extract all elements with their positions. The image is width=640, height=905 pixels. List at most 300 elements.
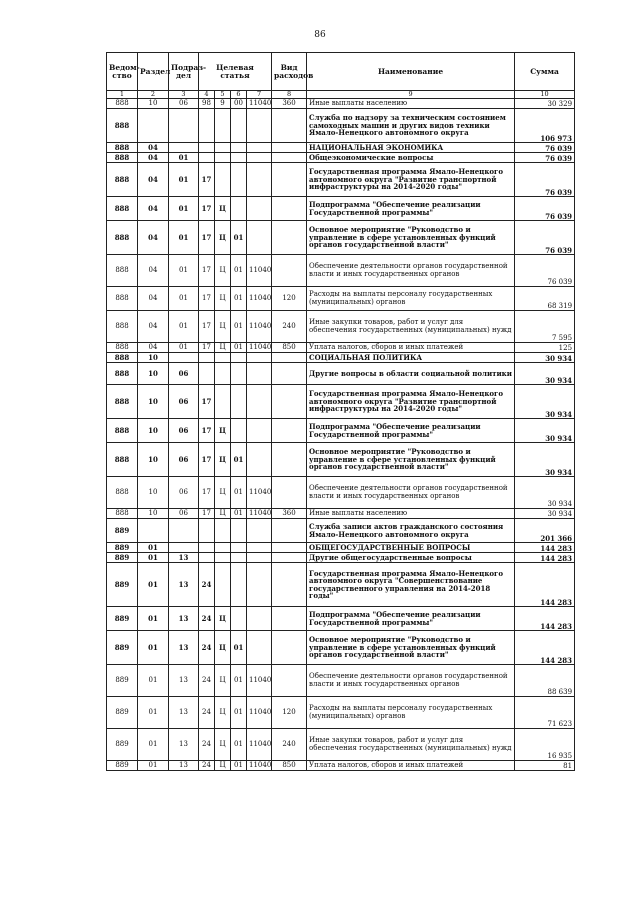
cell-podrazdel: 06: [169, 443, 199, 477]
table-row: [107, 563, 575, 607]
cell-celevaya-3: 01: [231, 287, 247, 311]
cell-razdel: 01: [138, 543, 169, 553]
table-row: [107, 363, 575, 385]
cell-celevaya-1: [199, 543, 215, 553]
cell-naimenovanie: Государственная программа Ямало-Ненецкого автономного округа "Совершенствование государственного управления на 2014-2018 годы": [307, 563, 515, 607]
cell-celevaya-4: [247, 363, 272, 385]
table-row: [107, 477, 575, 509]
cell-podrazdel: 13: [169, 553, 199, 563]
table-row: [107, 109, 575, 143]
cell-podrazdel: [169, 543, 199, 553]
cell-celevaya-4: 11040: [247, 343, 272, 353]
cell-podrazdel: 13: [169, 665, 199, 697]
cell-vedomstvo: 889: [107, 607, 138, 631]
table-row: [107, 221, 575, 255]
header-celevaya-statya: Целевая статья: [199, 53, 272, 91]
cell-celevaya-3: [231, 163, 247, 197]
cell-razdel: 04: [138, 311, 169, 343]
cell-vid-rashodov: [272, 143, 307, 153]
cell-vedomstvo: 889: [107, 543, 138, 553]
cell-razdel: 10: [138, 477, 169, 509]
cell-vid-rashodov: 240: [272, 729, 307, 761]
cell-summa: 7 595: [515, 311, 575, 343]
table-row: [107, 631, 575, 665]
table-row: [107, 343, 575, 353]
cell-celevaya-1: 24: [199, 607, 215, 631]
cell-podrazdel: 01: [169, 255, 199, 287]
cell-podrazdel: [169, 519, 199, 543]
cell-vid-rashodov: [272, 553, 307, 563]
cell-celevaya-1: [199, 353, 215, 363]
col-number: 1: [107, 91, 138, 99]
cell-vedomstvo: 888: [107, 163, 138, 197]
cell-vedomstvo: 888: [107, 99, 138, 109]
col-number: 8: [272, 91, 307, 99]
cell-celevaya-4: [247, 197, 272, 221]
cell-celevaya-2: Ц: [215, 607, 231, 631]
cell-vid-rashodov: [272, 543, 307, 553]
cell-celevaya-2: [215, 563, 231, 607]
cell-summa: 81: [515, 761, 575, 771]
cell-celevaya-3: 01: [231, 443, 247, 477]
cell-celevaya-4: 11040: [247, 761, 272, 771]
cell-vid-rashodov: [272, 607, 307, 631]
cell-naimenovanie: Уплата налогов, сборов и иных платежей: [307, 343, 515, 353]
cell-celevaya-3: 01: [231, 477, 247, 509]
cell-celevaya-2: [215, 353, 231, 363]
cell-podrazdel: 06: [169, 509, 199, 519]
cell-celevaya-3: [231, 563, 247, 607]
header-podrazdel: Подраз-дел: [169, 53, 199, 91]
cell-podrazdel: 01: [169, 163, 199, 197]
cell-celevaya-3: 01: [231, 665, 247, 697]
cell-celevaya-4: 11040: [247, 665, 272, 697]
cell-celevaya-3: 01: [231, 221, 247, 255]
cell-podrazdel: 13: [169, 729, 199, 761]
cell-summa: 76 039: [515, 221, 575, 255]
cell-vedomstvo: 888: [107, 287, 138, 311]
header-naimenovanie: Наименование: [307, 53, 515, 91]
cell-summa: 144 283: [515, 543, 575, 553]
cell-naimenovanie: Подпрограмма "Обеспечение реализации Государственной программы": [307, 607, 515, 631]
cell-celevaya-1: 17: [199, 477, 215, 509]
cell-celevaya-3: 01: [231, 255, 247, 287]
cell-celevaya-3: [231, 419, 247, 443]
header-summa: Сумма: [515, 53, 575, 91]
cell-celevaya-2: Ц: [215, 631, 231, 665]
cell-celevaya-1: 17: [199, 311, 215, 343]
cell-celevaya-2: 9: [215, 99, 231, 109]
cell-vid-rashodov: 360: [272, 99, 307, 109]
table-row: [107, 665, 575, 697]
cell-celevaya-2: Ц: [215, 287, 231, 311]
cell-naimenovanie: НАЦИОНАЛЬНАЯ ЭКОНОМИКА: [307, 143, 515, 153]
cell-naimenovanie: Обеспечение деятельности органов государственной власти и иных государственных органов: [307, 665, 515, 697]
cell-razdel: 04: [138, 163, 169, 197]
cell-summa: 30 329: [515, 99, 575, 109]
cell-summa: 144 283: [515, 631, 575, 665]
cell-vedomstvo: 888: [107, 143, 138, 153]
cell-summa: 30 934: [515, 385, 575, 419]
cell-summa: 76 039: [515, 255, 575, 287]
cell-vedomstvo: 888: [107, 311, 138, 343]
header-vedomstvo: Ведом-ство: [107, 53, 138, 91]
cell-razdel: 01: [138, 729, 169, 761]
cell-naimenovanie: Другие общегосударственные вопросы: [307, 553, 515, 563]
cell-vedomstvo: 888: [107, 221, 138, 255]
col-number: 5: [215, 91, 231, 99]
cell-razdel: 10: [138, 443, 169, 477]
cell-razdel: 10: [138, 99, 169, 109]
cell-vid-rashodov: 120: [272, 287, 307, 311]
cell-podrazdel: [169, 353, 199, 363]
cell-celevaya-2: [215, 143, 231, 153]
cell-naimenovanie: ОБЩЕГОСУДАРСТВЕННЫЕ ВОПРОСЫ: [307, 543, 515, 553]
cell-vedomstvo: 888: [107, 509, 138, 519]
cell-celevaya-3: [231, 543, 247, 553]
cell-naimenovanie: Иные выплаты населению: [307, 509, 515, 519]
cell-vid-rashodov: 360: [272, 509, 307, 519]
cell-summa: 144 283: [515, 607, 575, 631]
cell-razdel: 10: [138, 419, 169, 443]
cell-celevaya-2: Ц: [215, 221, 231, 255]
cell-celevaya-1: 17: [199, 343, 215, 353]
cell-podrazdel: 01: [169, 311, 199, 343]
col-number: 10: [515, 91, 575, 99]
col-number: 4: [199, 91, 215, 99]
cell-celevaya-4: 11040: [247, 99, 272, 109]
cell-vid-rashodov: [272, 631, 307, 665]
table-row: [107, 729, 575, 761]
cell-podrazdel: 01: [169, 153, 199, 163]
cell-naimenovanie: Иные выплаты населению: [307, 99, 515, 109]
cell-vid-rashodov: [272, 163, 307, 197]
cell-naimenovanie: Расходы на выплаты персоналу государственных (муниципальных) органов: [307, 287, 515, 311]
cell-razdel: 01: [138, 553, 169, 563]
cell-summa: 201 366: [515, 519, 575, 543]
cell-celevaya-3: [231, 519, 247, 543]
cell-celevaya-4: 11040: [247, 477, 272, 509]
cell-naimenovanie: Другие вопросы в области социальной политики: [307, 363, 515, 385]
cell-razdel: 04: [138, 143, 169, 153]
cell-celevaya-3: 01: [231, 311, 247, 343]
cell-celevaya-1: 17: [199, 509, 215, 519]
cell-vedomstvo: 888: [107, 353, 138, 363]
cell-celevaya-3: 01: [231, 343, 247, 353]
cell-celevaya-3: [231, 109, 247, 143]
cell-celevaya-4: 11040: [247, 287, 272, 311]
cell-podrazdel: 01: [169, 221, 199, 255]
col-number: 3: [169, 91, 199, 99]
cell-celevaya-2: Ц: [215, 697, 231, 729]
cell-razdel: 04: [138, 153, 169, 163]
cell-celevaya-1: 24: [199, 761, 215, 771]
cell-vid-rashodov: 120: [272, 697, 307, 729]
table-row: [107, 697, 575, 729]
table-row: [107, 543, 575, 553]
cell-summa: 30 934: [515, 443, 575, 477]
cell-vid-rashodov: [272, 385, 307, 419]
cell-naimenovanie: Подпрограмма "Обеспечение реализации Государственной программы": [307, 419, 515, 443]
cell-naimenovanie: Обеспечение деятельности органов государственной власти и иных государственных органов: [307, 477, 515, 509]
cell-podrazdel: 13: [169, 697, 199, 729]
col-number: 6: [231, 91, 247, 99]
cell-razdel: 01: [138, 665, 169, 697]
table-row: [107, 443, 575, 477]
cell-celevaya-3: [231, 153, 247, 163]
cell-razdel: [138, 109, 169, 143]
cell-celevaya-4: [247, 543, 272, 553]
cell-celevaya-2: Ц: [215, 255, 231, 287]
cell-celevaya-2: [215, 363, 231, 385]
cell-vid-rashodov: 850: [272, 761, 307, 771]
page-number: 86: [314, 30, 326, 40]
table-row: [107, 761, 575, 771]
cell-celevaya-1: 17: [199, 385, 215, 419]
table-row: [107, 311, 575, 343]
cell-celevaya-1: 17: [199, 163, 215, 197]
cell-vedomstvo: 889: [107, 761, 138, 771]
table-row: [107, 353, 575, 363]
table-row: [107, 509, 575, 519]
col-number: 7: [247, 91, 272, 99]
cell-naimenovanie: Служба записи актов гражданского состояния Ямало-Ненецкого автономного округа: [307, 519, 515, 543]
cell-celevaya-3: 00: [231, 99, 247, 109]
cell-razdel: 04: [138, 287, 169, 311]
cell-celevaya-2: Ц: [215, 477, 231, 509]
cell-celevaya-2: Ц: [215, 311, 231, 343]
cell-vid-rashodov: [272, 665, 307, 697]
cell-summa: 88 639: [515, 665, 575, 697]
table-row: [107, 519, 575, 543]
cell-celevaya-2: [215, 519, 231, 543]
column-number-row: [107, 91, 575, 99]
cell-celevaya-4: [247, 143, 272, 153]
cell-celevaya-3: [231, 385, 247, 419]
cell-celevaya-4: [247, 153, 272, 163]
cell-vedomstvo: 888: [107, 363, 138, 385]
cell-celevaya-1: 17: [199, 287, 215, 311]
cell-summa: 30 934: [515, 419, 575, 443]
cell-naimenovanie: Подпрограмма "Обеспечение реализации Государственной программы": [307, 197, 515, 221]
cell-celevaya-1: [199, 109, 215, 143]
cell-razdel: 01: [138, 607, 169, 631]
cell-celevaya-1: 98: [199, 99, 215, 109]
cell-celevaya-1: 24: [199, 563, 215, 607]
cell-celevaya-4: [247, 385, 272, 419]
cell-celevaya-4: 11040: [247, 697, 272, 729]
cell-podrazdel: 13: [169, 607, 199, 631]
table-row: [107, 153, 575, 163]
cell-naimenovanie: Основное мероприятие "Руководство и управление в сфере установленных функций органов государственной власти": [307, 221, 515, 255]
cell-vid-rashodov: [272, 477, 307, 509]
cell-celevaya-3: [231, 363, 247, 385]
cell-celevaya-2: Ц: [215, 443, 231, 477]
cell-celevaya-1: 24: [199, 665, 215, 697]
cell-razdel: 04: [138, 221, 169, 255]
cell-celevaya-1: 17: [199, 419, 215, 443]
cell-celevaya-4: [247, 109, 272, 143]
cell-celevaya-3: 01: [231, 631, 247, 665]
cell-vedomstvo: 889: [107, 697, 138, 729]
cell-naimenovanie: Основное мероприятие "Руководство и управление в сфере установленных функций органов государственной власти": [307, 631, 515, 665]
cell-razdel: 01: [138, 563, 169, 607]
cell-vedomstvo: 888: [107, 109, 138, 143]
cell-vid-rashodov: [272, 109, 307, 143]
cell-celevaya-1: 17: [199, 221, 215, 255]
cell-naimenovanie: Служба по надзору за техническим состоянием самоходных машин и других видов техники Ямало-Ненецкого автономного округа: [307, 109, 515, 143]
cell-razdel: 01: [138, 761, 169, 771]
cell-naimenovanie: Основное мероприятие "Руководство и управление в сфере установленных функций органов государственной власти": [307, 443, 515, 477]
cell-summa: 71 623: [515, 697, 575, 729]
cell-summa: 106 973: [515, 109, 575, 143]
cell-celevaya-2: [215, 543, 231, 553]
header-razdel: Раздел: [138, 53, 169, 91]
cell-razdel: 10: [138, 509, 169, 519]
cell-celevaya-2: Ц: [215, 729, 231, 761]
cell-celevaya-1: [199, 553, 215, 563]
cell-vedomstvo: 889: [107, 665, 138, 697]
cell-celevaya-4: [247, 353, 272, 363]
table-row: [107, 607, 575, 631]
table-row: [107, 553, 575, 563]
cell-celevaya-2: [215, 109, 231, 143]
cell-vedomstvo: 889: [107, 563, 138, 607]
table-row: [107, 255, 575, 287]
cell-celevaya-4: [247, 553, 272, 563]
cell-podrazdel: 06: [169, 385, 199, 419]
cell-summa: 76 039: [515, 153, 575, 163]
cell-celevaya-4: [247, 631, 272, 665]
cell-razdel: 04: [138, 343, 169, 353]
table-body: [107, 99, 575, 771]
cell-summa: 16 935: [515, 729, 575, 761]
cell-summa: 30 934: [515, 477, 575, 509]
cell-summa: 125: [515, 343, 575, 353]
cell-vid-rashodov: [272, 419, 307, 443]
cell-vedomstvo: 888: [107, 419, 138, 443]
cell-vedomstvo: 888: [107, 443, 138, 477]
cell-vid-rashodov: [272, 563, 307, 607]
cell-celevaya-3: [231, 143, 247, 153]
cell-celevaya-3: [231, 553, 247, 563]
cell-vid-rashodov: [272, 255, 307, 287]
cell-vedomstvo: 889: [107, 631, 138, 665]
cell-vedomstvo: 888: [107, 343, 138, 353]
table-row: [107, 385, 575, 419]
cell-celevaya-2: Ц: [215, 761, 231, 771]
col-number: 2: [138, 91, 169, 99]
cell-celevaya-2: Ц: [215, 419, 231, 443]
cell-celevaya-2: [215, 385, 231, 419]
cell-razdel: 04: [138, 197, 169, 221]
cell-vid-rashodov: [272, 353, 307, 363]
cell-celevaya-2: Ц: [215, 197, 231, 221]
header-vid-rashodov: Вид расходов: [272, 53, 307, 91]
cell-naimenovanie: Государственная программа Ямало-Ненецкого автономного округа "Развитие транспортной инфраструктуры на 2014-2020 годы": [307, 385, 515, 419]
cell-naimenovanie: Расходы на выплаты персоналу государственных (муниципальных) органов: [307, 697, 515, 729]
cell-vedomstvo: 888: [107, 477, 138, 509]
cell-celevaya-1: 17: [199, 255, 215, 287]
table-row: [107, 197, 575, 221]
cell-celevaya-1: 24: [199, 697, 215, 729]
cell-podrazdel: 13: [169, 563, 199, 607]
cell-celevaya-4: [247, 563, 272, 607]
cell-celevaya-3: 01: [231, 509, 247, 519]
cell-celevaya-4: [247, 519, 272, 543]
table-row: [107, 99, 575, 109]
cell-summa: 30 934: [515, 363, 575, 385]
cell-celevaya-4: 11040: [247, 255, 272, 287]
cell-vid-rashodov: [272, 197, 307, 221]
cell-summa: 76 039: [515, 197, 575, 221]
cell-summa: 30 934: [515, 353, 575, 363]
cell-podrazdel: 13: [169, 761, 199, 771]
cell-razdel: 10: [138, 363, 169, 385]
cell-celevaya-4: [247, 163, 272, 197]
cell-vedomstvo: 888: [107, 153, 138, 163]
cell-razdel: 04: [138, 255, 169, 287]
col-number: 9: [307, 91, 515, 99]
cell-summa: 68 319: [515, 287, 575, 311]
cell-vedomstvo: 888: [107, 255, 138, 287]
cell-podrazdel: 06: [169, 419, 199, 443]
cell-podrazdel: 01: [169, 287, 199, 311]
cell-celevaya-3: [231, 197, 247, 221]
cell-celevaya-3: [231, 353, 247, 363]
cell-vedomstvo: 888: [107, 197, 138, 221]
cell-celevaya-2: Ц: [215, 509, 231, 519]
cell-celevaya-2: Ц: [215, 665, 231, 697]
cell-naimenovanie: Обеспечение деятельности органов государственной власти и иных государственных органов: [307, 255, 515, 287]
cell-razdel: 10: [138, 385, 169, 419]
cell-vid-rashodov: 850: [272, 343, 307, 353]
cell-razdel: 01: [138, 697, 169, 729]
cell-podrazdel: 06: [169, 99, 199, 109]
cell-summa: 144 283: [515, 553, 575, 563]
cell-naimenovanie: Уплата налогов, сборов и иных платежей: [307, 761, 515, 771]
cell-celevaya-4: 11040: [247, 509, 272, 519]
cell-naimenovanie: Общеэкономические вопросы: [307, 153, 515, 163]
table-row: [107, 287, 575, 311]
cell-vedomstvo: 888: [107, 385, 138, 419]
cell-celevaya-2: [215, 553, 231, 563]
cell-celevaya-1: 17: [199, 443, 215, 477]
cell-naimenovanie: Государственная программа Ямало-Ненецкого автономного округа "Развитие транспортной инфраструктуры на 2014-2020 годы": [307, 163, 515, 197]
cell-celevaya-4: 11040: [247, 311, 272, 343]
cell-razdel: [138, 519, 169, 543]
cell-summa: 144 283: [515, 563, 575, 607]
budget-table: [106, 52, 575, 771]
cell-podrazdel: 06: [169, 363, 199, 385]
cell-summa: 76 039: [515, 143, 575, 153]
cell-celevaya-1: [199, 153, 215, 163]
cell-vedomstvo: 889: [107, 729, 138, 761]
cell-summa: 76 039: [515, 163, 575, 197]
cell-podrazdel: [169, 109, 199, 143]
cell-celevaya-1: [199, 143, 215, 153]
cell-vid-rashodov: [272, 153, 307, 163]
cell-naimenovanie: Иные закупки товаров, работ и услуг для обеспечения государственных (муниципальных) нужд: [307, 729, 515, 761]
table-row: [107, 419, 575, 443]
cell-vedomstvo: 889: [107, 553, 138, 563]
cell-vid-rashodov: [272, 519, 307, 543]
cell-celevaya-1: [199, 519, 215, 543]
cell-naimenovanie: Иные закупки товаров, работ и услуг для обеспечения государственных (муниципальных) нужд: [307, 311, 515, 343]
cell-podrazdel: 13: [169, 631, 199, 665]
cell-podrazdel: 06: [169, 477, 199, 509]
cell-naimenovanie: СОЦИАЛЬНАЯ ПОЛИТИКА: [307, 353, 515, 363]
